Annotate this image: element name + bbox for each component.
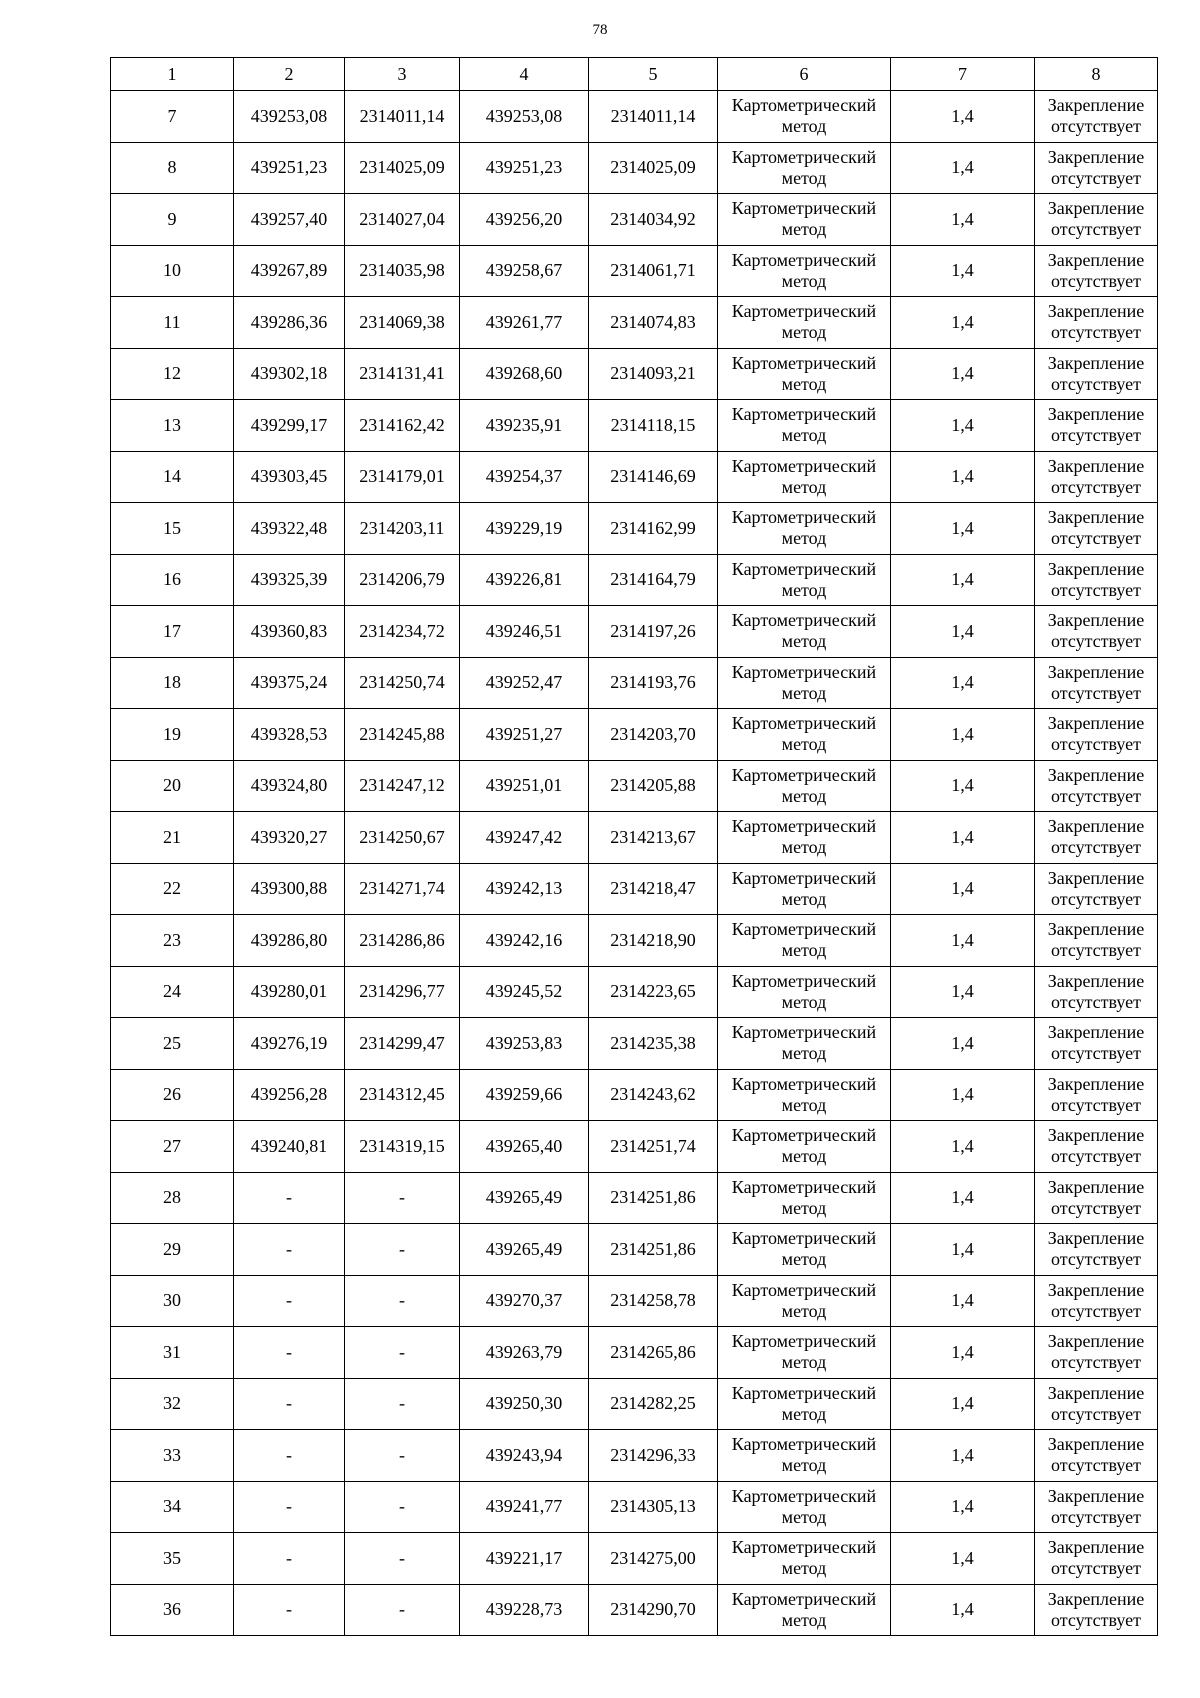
x-old-cell: 439320,27 bbox=[234, 812, 345, 864]
x-old-cell: - bbox=[234, 1533, 345, 1585]
fixing-cell: Закрепление отсутствует bbox=[1035, 1481, 1158, 1533]
y-new-cell: 2314243,62 bbox=[589, 1069, 718, 1121]
fixing-cell: Закрепление отсутствует bbox=[1035, 400, 1158, 452]
x-old-cell: 439325,39 bbox=[234, 554, 345, 606]
point-number-cell: 16 bbox=[111, 554, 234, 606]
accuracy-cell: 1,4 bbox=[891, 709, 1035, 761]
accuracy-cell: 1,4 bbox=[891, 915, 1035, 967]
x-old-cell: 439328,53 bbox=[234, 709, 345, 761]
fixing-cell: Закрепление отсутствует bbox=[1035, 1018, 1158, 1070]
x-old-cell: 439267,89 bbox=[234, 245, 345, 297]
table-row bbox=[111, 1481, 1158, 1533]
y-old-cell: 2314296,77 bbox=[345, 966, 460, 1018]
accuracy-cell: 1,4 bbox=[891, 1018, 1035, 1070]
fixing-cell: Закрепление отсутствует bbox=[1035, 554, 1158, 606]
x-new-cell: 439265,49 bbox=[460, 1172, 589, 1224]
table-row bbox=[111, 400, 1158, 452]
header-cell-6: 6 bbox=[718, 58, 891, 91]
method-cell: Картометрический метод bbox=[718, 812, 891, 864]
x-old-cell: - bbox=[234, 1224, 345, 1276]
fixing-cell: Закрепление отсутствует bbox=[1035, 915, 1158, 967]
method-cell: Картометрический метод bbox=[718, 503, 891, 555]
fixing-cell: Закрепление отсутствует bbox=[1035, 142, 1158, 194]
y-old-cell: 2314312,45 bbox=[345, 1069, 460, 1121]
table-row bbox=[111, 1172, 1158, 1224]
table-row bbox=[111, 1121, 1158, 1173]
x-old-cell: - bbox=[234, 1327, 345, 1379]
table-row bbox=[111, 503, 1158, 555]
accuracy-cell: 1,4 bbox=[891, 503, 1035, 555]
point-number-cell: 25 bbox=[111, 1018, 234, 1070]
fixing-cell: Закрепление отсутствует bbox=[1035, 245, 1158, 297]
y-new-cell: 2314034,92 bbox=[589, 194, 718, 246]
fixing-cell: Закрепление отсутствует bbox=[1035, 1069, 1158, 1121]
y-old-cell: 2314286,86 bbox=[345, 915, 460, 967]
method-cell: Картометрический метод bbox=[718, 863, 891, 915]
accuracy-cell: 1,4 bbox=[891, 1172, 1035, 1224]
x-new-cell: 439259,66 bbox=[460, 1069, 589, 1121]
x-new-cell: 439235,91 bbox=[460, 400, 589, 452]
y-new-cell: 2314205,88 bbox=[589, 760, 718, 812]
method-cell: Картометрический метод bbox=[718, 348, 891, 400]
table-row bbox=[111, 142, 1158, 194]
method-cell: Картометрический метод bbox=[718, 245, 891, 297]
fixing-cell: Закрепление отсутствует bbox=[1035, 1224, 1158, 1276]
x-old-cell: - bbox=[234, 1172, 345, 1224]
method-cell: Картометрический метод bbox=[718, 400, 891, 452]
header-cell-3: 3 bbox=[345, 58, 460, 91]
fixing-cell: Закрепление отсутствует bbox=[1035, 1327, 1158, 1379]
y-new-cell: 2314197,26 bbox=[589, 606, 718, 658]
x-new-cell: 439243,94 bbox=[460, 1430, 589, 1482]
method-cell: Картометрический метод bbox=[718, 91, 891, 143]
y-new-cell: 2314011,14 bbox=[589, 91, 718, 143]
header-cell-2: 2 bbox=[234, 58, 345, 91]
method-cell: Картометрический метод bbox=[718, 1224, 891, 1276]
table-row bbox=[111, 1018, 1158, 1070]
method-cell: Картометрический метод bbox=[718, 142, 891, 194]
point-number-cell: 35 bbox=[111, 1533, 234, 1585]
x-old-cell: - bbox=[234, 1275, 345, 1327]
table-row bbox=[111, 1327, 1158, 1379]
table-row bbox=[111, 297, 1158, 349]
x-new-cell: 439245,52 bbox=[460, 966, 589, 1018]
x-new-cell: 439242,13 bbox=[460, 863, 589, 915]
table-row bbox=[111, 863, 1158, 915]
x-old-cell: 439360,83 bbox=[234, 606, 345, 658]
y-new-cell: 2314074,83 bbox=[589, 297, 718, 349]
y-old-cell: - bbox=[345, 1224, 460, 1276]
x-old-cell: 439303,45 bbox=[234, 451, 345, 503]
y-new-cell: 2314290,70 bbox=[589, 1584, 718, 1636]
fixing-cell: Закрепление отсутствует bbox=[1035, 760, 1158, 812]
accuracy-cell: 1,4 bbox=[891, 1327, 1035, 1379]
method-cell: Картометрический метод bbox=[718, 1481, 891, 1533]
accuracy-cell: 1,4 bbox=[891, 760, 1035, 812]
x-new-cell: 439261,77 bbox=[460, 297, 589, 349]
point-number-cell: 29 bbox=[111, 1224, 234, 1276]
x-new-cell: 439253,08 bbox=[460, 91, 589, 143]
y-old-cell: 2314250,74 bbox=[345, 657, 460, 709]
method-cell: Картометрический метод bbox=[718, 554, 891, 606]
fixing-cell: Закрепление отсутствует bbox=[1035, 863, 1158, 915]
y-new-cell: 2314146,69 bbox=[589, 451, 718, 503]
x-old-cell: 439253,08 bbox=[234, 91, 345, 143]
x-old-cell: 439286,80 bbox=[234, 915, 345, 967]
table-row bbox=[111, 451, 1158, 503]
x-new-cell: 439246,51 bbox=[460, 606, 589, 658]
x-new-cell: 439226,81 bbox=[460, 554, 589, 606]
x-old-cell: 439299,17 bbox=[234, 400, 345, 452]
table-row bbox=[111, 709, 1158, 761]
table-row bbox=[111, 1378, 1158, 1430]
point-number-cell: 10 bbox=[111, 245, 234, 297]
y-old-cell: - bbox=[345, 1430, 460, 1482]
table-row bbox=[111, 812, 1158, 864]
table-row bbox=[111, 760, 1158, 812]
y-new-cell: 2314218,90 bbox=[589, 915, 718, 967]
y-new-cell: 2314235,38 bbox=[589, 1018, 718, 1070]
x-old-cell: 439251,23 bbox=[234, 142, 345, 194]
point-number-cell: 20 bbox=[111, 760, 234, 812]
table-row bbox=[111, 606, 1158, 658]
x-new-cell: 439251,27 bbox=[460, 709, 589, 761]
method-cell: Картометрический метод bbox=[718, 194, 891, 246]
point-number-cell: 28 bbox=[111, 1172, 234, 1224]
y-new-cell: 2314251,86 bbox=[589, 1224, 718, 1276]
y-new-cell: 2314164,79 bbox=[589, 554, 718, 606]
accuracy-cell: 1,4 bbox=[891, 1121, 1035, 1173]
x-new-cell: 439241,77 bbox=[460, 1481, 589, 1533]
fixing-cell: Закрепление отсутствует bbox=[1035, 194, 1158, 246]
x-new-cell: 439254,37 bbox=[460, 451, 589, 503]
fixing-cell: Закрепление отсутствует bbox=[1035, 812, 1158, 864]
x-new-cell: 439251,01 bbox=[460, 760, 589, 812]
accuracy-cell: 1,4 bbox=[891, 657, 1035, 709]
method-cell: Картометрический метод bbox=[718, 1378, 891, 1430]
x-new-cell: 439252,47 bbox=[460, 657, 589, 709]
method-cell: Картометрический метод bbox=[718, 966, 891, 1018]
y-old-cell: 2314319,15 bbox=[345, 1121, 460, 1173]
accuracy-cell: 1,4 bbox=[891, 400, 1035, 452]
x-new-cell: 439253,83 bbox=[460, 1018, 589, 1070]
header-cell-8: 8 bbox=[1035, 58, 1158, 91]
accuracy-cell: 1,4 bbox=[891, 863, 1035, 915]
point-number-cell: 30 bbox=[111, 1275, 234, 1327]
fixing-cell: Закрепление отсутствует bbox=[1035, 451, 1158, 503]
fixing-cell: Закрепление отсутствует bbox=[1035, 709, 1158, 761]
y-old-cell: 2314234,72 bbox=[345, 606, 460, 658]
header-row bbox=[111, 58, 1158, 91]
x-new-cell: 439263,79 bbox=[460, 1327, 589, 1379]
point-number-cell: 15 bbox=[111, 503, 234, 555]
header-cell-7: 7 bbox=[891, 58, 1035, 91]
x-new-cell: 439265,40 bbox=[460, 1121, 589, 1173]
y-new-cell: 2314251,86 bbox=[589, 1172, 718, 1224]
y-new-cell: 2314265,86 bbox=[589, 1327, 718, 1379]
fixing-cell: Закрепление отсутствует bbox=[1035, 348, 1158, 400]
point-number-cell: 32 bbox=[111, 1378, 234, 1430]
x-new-cell: 439270,37 bbox=[460, 1275, 589, 1327]
point-number-cell: 18 bbox=[111, 657, 234, 709]
table-row bbox=[111, 245, 1158, 297]
y-new-cell: 2314061,71 bbox=[589, 245, 718, 297]
y-old-cell: 2314271,74 bbox=[345, 863, 460, 915]
accuracy-cell: 1,4 bbox=[891, 1224, 1035, 1276]
point-number-cell: 27 bbox=[111, 1121, 234, 1173]
fixing-cell: Закрепление отсутствует bbox=[1035, 1533, 1158, 1585]
y-new-cell: 2314218,47 bbox=[589, 863, 718, 915]
method-cell: Картометрический метод bbox=[718, 606, 891, 658]
table-row bbox=[111, 1069, 1158, 1121]
x-new-cell: 439229,19 bbox=[460, 503, 589, 555]
point-number-cell: 7 bbox=[111, 91, 234, 143]
fixing-cell: Закрепление отсутствует bbox=[1035, 1121, 1158, 1173]
y-new-cell: 2314223,65 bbox=[589, 966, 718, 1018]
x-new-cell: 439265,49 bbox=[460, 1224, 589, 1276]
fixing-cell: Закрепление отсутствует bbox=[1035, 966, 1158, 1018]
point-number-cell: 8 bbox=[111, 142, 234, 194]
table-row bbox=[111, 1533, 1158, 1585]
point-number-cell: 17 bbox=[111, 606, 234, 658]
method-cell: Картометрический метод bbox=[718, 1327, 891, 1379]
y-new-cell: 2314193,76 bbox=[589, 657, 718, 709]
x-old-cell: - bbox=[234, 1378, 345, 1430]
y-old-cell: 2314206,79 bbox=[345, 554, 460, 606]
x-old-cell: - bbox=[234, 1481, 345, 1533]
fixing-cell: Закрепление отсутствует bbox=[1035, 1275, 1158, 1327]
accuracy-cell: 1,4 bbox=[891, 245, 1035, 297]
method-cell: Картометрический метод bbox=[718, 1069, 891, 1121]
method-cell: Картометрический метод bbox=[718, 760, 891, 812]
y-old-cell: - bbox=[345, 1378, 460, 1430]
point-number-cell: 19 bbox=[111, 709, 234, 761]
accuracy-cell: 1,4 bbox=[891, 1584, 1035, 1636]
y-old-cell: 2314035,98 bbox=[345, 245, 460, 297]
method-cell: Картометрический метод bbox=[718, 451, 891, 503]
point-number-cell: 24 bbox=[111, 966, 234, 1018]
point-number-cell: 22 bbox=[111, 863, 234, 915]
coordinates-table bbox=[110, 57, 1158, 1636]
fixing-cell: Закрепление отсутствует bbox=[1035, 1430, 1158, 1482]
header-cell-1: 1 bbox=[111, 58, 234, 91]
table-row bbox=[111, 1430, 1158, 1482]
y-old-cell: 2314299,47 bbox=[345, 1018, 460, 1070]
y-old-cell: 2314027,04 bbox=[345, 194, 460, 246]
point-number-cell: 23 bbox=[111, 915, 234, 967]
x-old-cell: 439280,01 bbox=[234, 966, 345, 1018]
method-cell: Картометрический метод bbox=[718, 1172, 891, 1224]
accuracy-cell: 1,4 bbox=[891, 194, 1035, 246]
point-number-cell: 33 bbox=[111, 1430, 234, 1482]
x-old-cell: 439256,28 bbox=[234, 1069, 345, 1121]
method-cell: Картометрический метод bbox=[718, 915, 891, 967]
y-old-cell: - bbox=[345, 1481, 460, 1533]
table-row bbox=[111, 348, 1158, 400]
method-cell: Картометрический метод bbox=[718, 297, 891, 349]
method-cell: Картометрический метод bbox=[718, 1584, 891, 1636]
accuracy-cell: 1,4 bbox=[891, 1378, 1035, 1430]
y-old-cell: - bbox=[345, 1275, 460, 1327]
accuracy-cell: 1,4 bbox=[891, 1069, 1035, 1121]
point-number-cell: 21 bbox=[111, 812, 234, 864]
accuracy-cell: 1,4 bbox=[891, 91, 1035, 143]
point-number-cell: 26 bbox=[111, 1069, 234, 1121]
point-number-cell: 12 bbox=[111, 348, 234, 400]
y-new-cell: 2314305,13 bbox=[589, 1481, 718, 1533]
point-number-cell: 36 bbox=[111, 1584, 234, 1636]
y-new-cell: 2314282,25 bbox=[589, 1378, 718, 1430]
y-old-cell: 2314179,01 bbox=[345, 451, 460, 503]
method-cell: Картометрический метод bbox=[718, 1121, 891, 1173]
accuracy-cell: 1,4 bbox=[891, 1481, 1035, 1533]
x-new-cell: 439251,23 bbox=[460, 142, 589, 194]
table-row bbox=[111, 554, 1158, 606]
fixing-cell: Закрепление отсутствует bbox=[1035, 657, 1158, 709]
fixing-cell: Закрепление отсутствует bbox=[1035, 606, 1158, 658]
method-cell: Картометрический метод bbox=[718, 1533, 891, 1585]
x-old-cell: 439286,36 bbox=[234, 297, 345, 349]
point-number-cell: 13 bbox=[111, 400, 234, 452]
header-cell-5: 5 bbox=[589, 58, 718, 91]
accuracy-cell: 1,4 bbox=[891, 348, 1035, 400]
point-number-cell: 11 bbox=[111, 297, 234, 349]
y-new-cell: 2314025,09 bbox=[589, 142, 718, 194]
y-new-cell: 2314213,67 bbox=[589, 812, 718, 864]
accuracy-cell: 1,4 bbox=[891, 966, 1035, 1018]
point-number-cell: 9 bbox=[111, 194, 234, 246]
accuracy-cell: 1,4 bbox=[891, 1533, 1035, 1585]
x-old-cell: 439276,19 bbox=[234, 1018, 345, 1070]
y-old-cell: - bbox=[345, 1584, 460, 1636]
y-new-cell: 2314093,21 bbox=[589, 348, 718, 400]
x-new-cell: 439221,17 bbox=[460, 1533, 589, 1585]
table-row bbox=[111, 91, 1158, 143]
y-new-cell: 2314296,33 bbox=[589, 1430, 718, 1482]
table-row bbox=[111, 1224, 1158, 1276]
y-old-cell: 2314069,38 bbox=[345, 297, 460, 349]
point-number-cell: 14 bbox=[111, 451, 234, 503]
y-new-cell: 2314203,70 bbox=[589, 709, 718, 761]
y-old-cell: 2314162,42 bbox=[345, 400, 460, 452]
accuracy-cell: 1,4 bbox=[891, 554, 1035, 606]
y-new-cell: 2314258,78 bbox=[589, 1275, 718, 1327]
method-cell: Картометрический метод bbox=[718, 1018, 891, 1070]
x-new-cell: 439247,42 bbox=[460, 812, 589, 864]
accuracy-cell: 1,4 bbox=[891, 1275, 1035, 1327]
table-row bbox=[111, 194, 1158, 246]
method-cell: Картометрический метод bbox=[718, 1275, 891, 1327]
table-row bbox=[111, 915, 1158, 967]
y-old-cell: 2314131,41 bbox=[345, 348, 460, 400]
method-cell: Картометрический метод bbox=[718, 709, 891, 761]
table-body bbox=[111, 58, 1158, 1636]
fixing-cell: Закрепление отсутствует bbox=[1035, 503, 1158, 555]
x-old-cell: 439302,18 bbox=[234, 348, 345, 400]
fixing-cell: Закрепление отсутствует bbox=[1035, 297, 1158, 349]
y-old-cell: 2314247,12 bbox=[345, 760, 460, 812]
table-row bbox=[111, 1275, 1158, 1327]
y-old-cell: 2314203,11 bbox=[345, 503, 460, 555]
x-old-cell: 439324,80 bbox=[234, 760, 345, 812]
x-old-cell: 439322,48 bbox=[234, 503, 345, 555]
x-new-cell: 439250,30 bbox=[460, 1378, 589, 1430]
y-old-cell: - bbox=[345, 1327, 460, 1379]
accuracy-cell: 1,4 bbox=[891, 142, 1035, 194]
y-old-cell: 2314245,88 bbox=[345, 709, 460, 761]
method-cell: Картометрический метод bbox=[718, 1430, 891, 1482]
point-number-cell: 34 bbox=[111, 1481, 234, 1533]
x-new-cell: 439242,16 bbox=[460, 915, 589, 967]
header-cell-4: 4 bbox=[460, 58, 589, 91]
y-old-cell: 2314025,09 bbox=[345, 142, 460, 194]
fixing-cell: Закрепление отсутствует bbox=[1035, 1172, 1158, 1224]
point-number-cell: 31 bbox=[111, 1327, 234, 1379]
y-old-cell: - bbox=[345, 1533, 460, 1585]
x-new-cell: 439256,20 bbox=[460, 194, 589, 246]
page-number: 78 bbox=[592, 22, 608, 38]
y-new-cell: 2314162,99 bbox=[589, 503, 718, 555]
y-old-cell: - bbox=[345, 1172, 460, 1224]
y-new-cell: 2314251,74 bbox=[589, 1121, 718, 1173]
y-new-cell: 2314275,00 bbox=[589, 1533, 718, 1585]
y-new-cell: 2314118,15 bbox=[589, 400, 718, 452]
x-new-cell: 439258,67 bbox=[460, 245, 589, 297]
table-row bbox=[111, 966, 1158, 1018]
y-old-cell: 2314011,14 bbox=[345, 91, 460, 143]
accuracy-cell: 1,4 bbox=[891, 1430, 1035, 1482]
x-new-cell: 439268,60 bbox=[460, 348, 589, 400]
accuracy-cell: 1,4 bbox=[891, 297, 1035, 349]
accuracy-cell: 1,4 bbox=[891, 606, 1035, 658]
accuracy-cell: 1,4 bbox=[891, 812, 1035, 864]
table-row bbox=[111, 1584, 1158, 1636]
fixing-cell: Закрепление отсутствует bbox=[1035, 1584, 1158, 1636]
y-old-cell: 2314250,67 bbox=[345, 812, 460, 864]
table-row bbox=[111, 657, 1158, 709]
method-cell: Картометрический метод bbox=[718, 657, 891, 709]
x-old-cell: - bbox=[234, 1584, 345, 1636]
x-old-cell: 439257,40 bbox=[234, 194, 345, 246]
x-old-cell: 439240,81 bbox=[234, 1121, 345, 1173]
fixing-cell: Закрепление отсутствует bbox=[1035, 1378, 1158, 1430]
x-old-cell: - bbox=[234, 1430, 345, 1482]
x-old-cell: 439375,24 bbox=[234, 657, 345, 709]
x-new-cell: 439228,73 bbox=[460, 1584, 589, 1636]
x-old-cell: 439300,88 bbox=[234, 863, 345, 915]
fixing-cell: Закрепление отсутствует bbox=[1035, 91, 1158, 143]
accuracy-cell: 1,4 bbox=[891, 451, 1035, 503]
